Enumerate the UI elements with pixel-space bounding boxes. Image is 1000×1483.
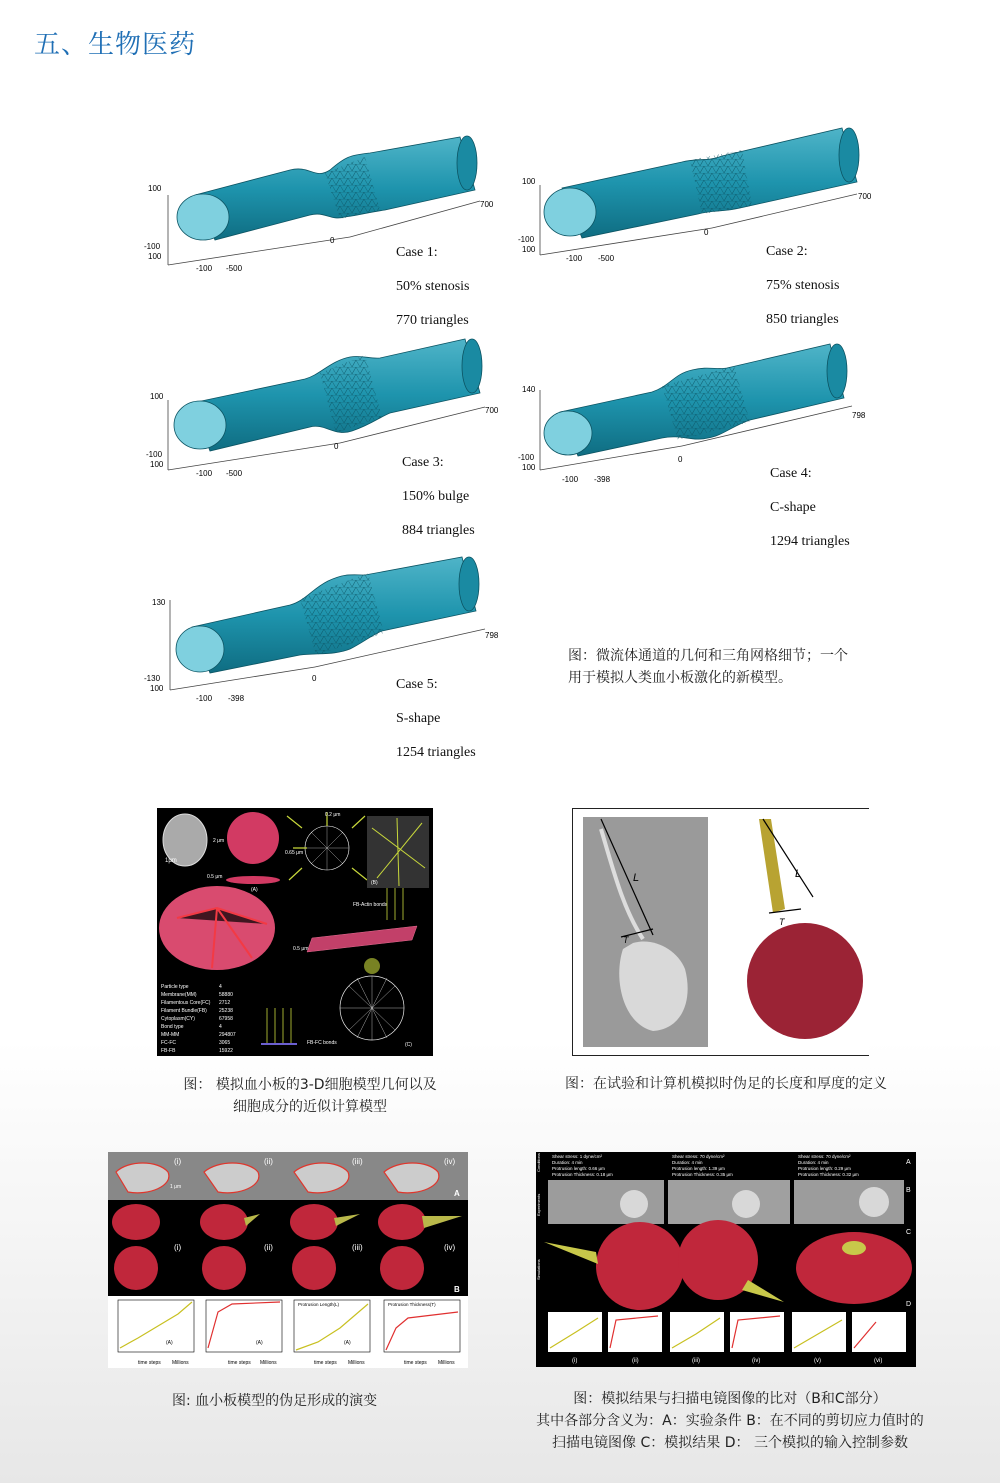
condition-text: Protrusion length: 0.66 μm xyxy=(552,1166,605,1171)
axis-tick-label: -100 xyxy=(518,235,535,244)
case-label xyxy=(766,226,840,345)
sem-image xyxy=(668,1180,790,1224)
axis-tick-label: 0 xyxy=(330,236,335,245)
table-cell: Particle type xyxy=(161,984,189,990)
stage-label: (i) xyxy=(174,1243,182,1252)
plot-frame xyxy=(206,1300,282,1352)
length-symbol: L xyxy=(795,868,802,880)
caption-line: 用于模拟人类血小板激化的新模型。 xyxy=(568,670,792,686)
case-type: 150% bulge xyxy=(402,489,470,504)
simulated-platelet-top xyxy=(202,1246,246,1290)
table-cell: Membrane(MM) xyxy=(161,992,197,998)
case-mesh: 1294 triangles xyxy=(770,534,850,549)
condition-text: Duration: 4 min xyxy=(798,1160,829,1165)
scale-label: 1 μm xyxy=(170,1184,182,1190)
plot-frame xyxy=(792,1312,846,1352)
table-cell: 58880 xyxy=(219,992,233,998)
axis-tick-label: 130 xyxy=(152,598,166,607)
case-mesh: 884 triangles xyxy=(402,523,475,538)
table-cell: Filamentous Core(FC) xyxy=(161,1000,211,1006)
table-cell: 4 xyxy=(219,984,222,990)
case-type: C-shape xyxy=(770,500,816,515)
simulated-pseudopod xyxy=(544,1242,598,1264)
simulated-platelet xyxy=(747,923,863,1039)
case-mesh: 850 triangles xyxy=(766,312,839,327)
plot-title: Protrusion Thickness(T) xyxy=(388,1302,436,1307)
caption-line: 图： 模拟血小板的3-D细胞模型几何以及 xyxy=(183,1077,437,1093)
length-symbol: L xyxy=(633,872,640,884)
table-cell: 3065 xyxy=(219,1040,231,1046)
axis-tick-label: -130 xyxy=(144,674,161,683)
tube-end xyxy=(459,557,479,611)
pseudopod-diagram xyxy=(573,809,869,1055)
axis-tick-label: 798 xyxy=(852,411,866,420)
condition-text: Protrusion Thickness: 0.18 μm xyxy=(552,1172,613,1177)
stage-label: (iii) xyxy=(352,1157,363,1166)
axis-tick-label: 140 xyxy=(522,385,536,394)
table-cell: 25238 xyxy=(219,1008,233,1014)
case-mesh: 770 triangles xyxy=(396,313,469,328)
table-cell: 67958 xyxy=(219,1016,233,1022)
plot-title: Protrusion Length(L) xyxy=(298,1302,340,1307)
case-label xyxy=(770,448,850,567)
input-parameter-plots xyxy=(548,1312,906,1364)
axis-tick-label: -500 xyxy=(598,254,615,263)
caption-line: 扫描电镜图像 C：模拟结果 D： 三个模拟的输入控制参数 xyxy=(552,1435,908,1451)
bond-lines xyxy=(387,888,403,920)
table-cell: Bond type xyxy=(161,1024,184,1030)
stage-label: (iv) xyxy=(444,1157,456,1166)
platelet-disk-side xyxy=(226,876,280,884)
thickness-symbol: T xyxy=(623,935,629,945)
thickness-symbol: T xyxy=(779,917,785,927)
caption-line: 图：模拟结果与扫描电镜图像的比对（B和C部分） xyxy=(573,1391,887,1407)
condition-text: Shear stress: 70 dyne/cm² xyxy=(672,1154,725,1159)
tube-end xyxy=(839,128,859,182)
condition-text: Protrusion Thickness: 0.35 μm xyxy=(672,1172,733,1177)
tube-opening xyxy=(176,626,224,672)
evolution-diagram xyxy=(108,1152,468,1368)
tube-panel-case-4 xyxy=(512,330,882,549)
tube-end xyxy=(457,136,477,190)
tube-mesh xyxy=(662,366,750,440)
tube-panel-case-5 xyxy=(140,545,510,760)
case-title: Case 3: xyxy=(402,455,444,470)
tube-end xyxy=(827,344,847,398)
plot-series xyxy=(120,1302,192,1348)
dimension-label: 0.5 μm xyxy=(293,946,309,952)
pseudopod-definition-figure xyxy=(572,808,869,1056)
platelet-model-figure xyxy=(157,808,433,1056)
axis-tick-label: -500 xyxy=(226,469,243,478)
panel-label: (B) xyxy=(371,880,378,886)
case-type: 50% stenosis xyxy=(396,279,470,294)
side-label: Conditions xyxy=(536,1153,541,1172)
axis-tick-label: 700 xyxy=(858,192,872,201)
plot-label: (i) xyxy=(572,1358,578,1364)
axis-tick-label: 100 xyxy=(522,463,536,472)
axis-tick-label: 100 xyxy=(150,684,164,693)
table-cell: FC-FC xyxy=(161,1040,176,1046)
table-cell: Filament Bundle(FB) xyxy=(161,1008,207,1014)
plot-label: (ii) xyxy=(632,1358,639,1364)
row-label: C xyxy=(906,1229,912,1236)
millions-label: Millions xyxy=(348,1360,365,1366)
axis-tick-label: -100 xyxy=(562,475,579,484)
plot-unit: (A) xyxy=(256,1340,263,1346)
axis-tick-label: -100 xyxy=(518,453,535,462)
tube-panel-case-3 xyxy=(140,325,510,538)
caption-line: 细胞成分的近似计算模型 xyxy=(233,1099,387,1115)
axis-tick-label: 100 xyxy=(522,245,536,254)
table-cell: 2712 xyxy=(219,1000,231,1006)
platelet-full-model xyxy=(159,886,275,970)
time-axis-label: time steps xyxy=(404,1360,427,1366)
plot-unit: (A) xyxy=(166,1340,173,1346)
table-cell: 294807 xyxy=(219,1032,236,1038)
core-mesh xyxy=(305,826,349,870)
axis-tick-label: 0 xyxy=(312,674,317,683)
case-title: Case 1: xyxy=(396,245,438,260)
case-type: 75% stenosis xyxy=(766,278,840,293)
simulated-platelet xyxy=(112,1204,160,1240)
axis-tick-label: 798 xyxy=(485,631,499,640)
conditions-row xyxy=(552,1154,859,1177)
axis-tick-label: -100 xyxy=(196,264,213,273)
condition-text: Shear stress: 1 dyne/cm² xyxy=(552,1154,603,1159)
millions-label: Millions xyxy=(438,1360,455,1366)
simulated-platelet-top xyxy=(114,1246,158,1290)
plot-unit: (A) xyxy=(344,1340,351,1346)
panel-label: (A) xyxy=(251,887,258,893)
stage-label: (iii) xyxy=(352,1243,363,1252)
fb-fc-node xyxy=(364,958,380,974)
platelet-model-diagram xyxy=(157,808,433,1056)
tube-figure-caption xyxy=(568,645,848,689)
pseudopod-evolution-figure xyxy=(108,1152,468,1368)
axis-tick-label: -398 xyxy=(594,475,611,484)
simulated-pseudopod xyxy=(742,1280,784,1302)
sem-platelet xyxy=(859,1187,889,1217)
table-cell: 4 xyxy=(219,1024,222,1030)
case-title: Case 4: xyxy=(770,466,812,481)
simulated-platelet xyxy=(200,1204,248,1240)
bond-label: FB-FC bonds xyxy=(307,1040,337,1046)
model-figure-caption xyxy=(160,1074,460,1118)
time-axis-label: time steps xyxy=(228,1360,251,1366)
case-type: S-shape xyxy=(396,711,441,726)
row-label: A xyxy=(454,1189,460,1198)
filament-segment xyxy=(307,926,417,952)
section-title: 五、生物医药 xyxy=(34,30,197,60)
axis-tick-label: 0 xyxy=(334,442,339,451)
plot-frame xyxy=(670,1312,724,1352)
simulated-platelet xyxy=(378,1204,426,1240)
millions-label: Millions xyxy=(260,1360,277,1366)
axis-tick-label: -100 xyxy=(196,694,213,703)
tube-panel-case-1 xyxy=(140,115,510,328)
row-label: D xyxy=(906,1301,912,1308)
simulated-platelet xyxy=(290,1204,338,1240)
stage-label: (i) xyxy=(174,1157,182,1166)
evolution-figure-caption: 图: 血小板模型的伪足形成的演变 xyxy=(172,1393,378,1409)
comparison-diagram xyxy=(536,1152,916,1367)
axis-tick-label: 700 xyxy=(485,406,499,415)
condition-text: Shear stress: 70 dyne/cm² xyxy=(798,1154,851,1159)
pseudopod-figure-caption: 图：在试验和计算机模拟时伪足的长度和厚度的定义 xyxy=(565,1076,887,1092)
plot-frame xyxy=(852,1312,906,1352)
plot-label: (vi) xyxy=(874,1358,883,1364)
particle-table xyxy=(161,984,236,1054)
time-axis-label: time steps xyxy=(314,1360,337,1366)
table-cell: MM-MM xyxy=(161,1032,180,1038)
axis-tick-label: -100 xyxy=(196,469,213,478)
tube-opening xyxy=(544,411,592,455)
axis-tick-label: -100 xyxy=(146,450,163,459)
tube-opening xyxy=(544,188,596,236)
row-label: A xyxy=(906,1159,911,1166)
tube-opening xyxy=(174,401,226,449)
dimension-label: 0.2 μm xyxy=(325,812,341,818)
simulated-platelet-top xyxy=(292,1246,336,1290)
side-label: Experiments xyxy=(536,1193,541,1216)
axis-tick-label: 100 xyxy=(148,252,162,261)
fc-bond-lines xyxy=(267,1008,291,1044)
axis-tick-label: 100 xyxy=(148,184,162,193)
side-label: Simulations xyxy=(536,1259,541,1280)
tube-end xyxy=(462,339,482,393)
axis-tick-label: 700 xyxy=(480,200,494,209)
case-mesh: 1254 triangles xyxy=(396,745,476,760)
dimension-label: 0.5 μm xyxy=(207,874,223,880)
axis-tick-label: 100 xyxy=(150,392,164,401)
tube-opening xyxy=(177,194,229,240)
stage-label: (iv) xyxy=(444,1243,456,1252)
parameter-plots xyxy=(118,1300,460,1366)
plot-series xyxy=(208,1302,280,1348)
simulated-platelet-top xyxy=(380,1246,424,1290)
condition-text: Protrusion length: 1.39 μm xyxy=(672,1166,725,1171)
scale-label: 1μm xyxy=(165,858,177,864)
row-label: B xyxy=(454,1285,460,1294)
panel-label: (C) xyxy=(405,1042,412,1048)
comparison-figure-caption xyxy=(510,1388,950,1454)
time-axis-label: time steps xyxy=(138,1360,161,1366)
sem-platelet xyxy=(620,1190,648,1218)
case-title: Case 2: xyxy=(766,244,808,259)
stage-label: (ii) xyxy=(264,1243,273,1252)
simulated-pseudopod xyxy=(842,1241,866,1255)
plot-label: (iv) xyxy=(752,1358,761,1364)
dimension-label: 2 μm xyxy=(213,838,225,844)
plot-label: (v) xyxy=(814,1358,821,1364)
dimension-label: 0.65 μm xyxy=(285,850,304,856)
simulated-platelet xyxy=(596,1222,684,1310)
row-label: B xyxy=(906,1187,911,1194)
table-cell: 15922 xyxy=(219,1048,233,1054)
axis-tick-label: 0 xyxy=(704,228,709,237)
caption-line: 其中各部分含义为：A：实验条件 B：在不同的剪切应力值时的 xyxy=(536,1413,924,1429)
plot-frame xyxy=(294,1300,370,1352)
axis-tick-label: 100 xyxy=(522,177,536,186)
stage-label: (ii) xyxy=(264,1157,273,1166)
case-label xyxy=(396,659,476,778)
case-title: Case 5: xyxy=(396,677,438,692)
table-cell: Cytoplasm(CY) xyxy=(161,1016,195,1022)
platelet-disk-top xyxy=(227,812,279,864)
axis-line xyxy=(168,237,350,265)
axis-tick-label: -500 xyxy=(226,264,243,273)
plot-frame xyxy=(118,1300,194,1352)
bond-label: FB-Actin bonds xyxy=(353,902,388,908)
tube-panel-case-2 xyxy=(512,110,882,327)
condition-text: Protrusion Thickness: 0.32 μm xyxy=(798,1172,859,1177)
condition-text: Duration: 4 min xyxy=(552,1160,583,1165)
plot-series xyxy=(296,1304,368,1350)
axis-tick-label: 100 xyxy=(150,460,164,469)
condition-text: Protrusion length: 0.29 μm xyxy=(798,1166,851,1171)
millions-label: Millions xyxy=(172,1360,189,1366)
case-label xyxy=(402,437,475,556)
plot-label: (iii) xyxy=(692,1358,700,1364)
axis-tick-label: -100 xyxy=(144,242,161,251)
axis-tick-label: 0 xyxy=(678,455,683,464)
condition-text: Duration: 4 min xyxy=(672,1160,703,1165)
plot-series xyxy=(386,1312,458,1350)
sem-platelet xyxy=(732,1190,760,1218)
axis-tick-label: -100 xyxy=(566,254,583,263)
caption-line: 图：微流体通道的几何和三角网格细节；一个 xyxy=(568,648,848,664)
plot-frame xyxy=(384,1300,460,1352)
axis-tick-label: -398 xyxy=(228,694,245,703)
sem-comparison-figure xyxy=(536,1152,916,1367)
table-cell: FB-FB xyxy=(161,1048,176,1054)
